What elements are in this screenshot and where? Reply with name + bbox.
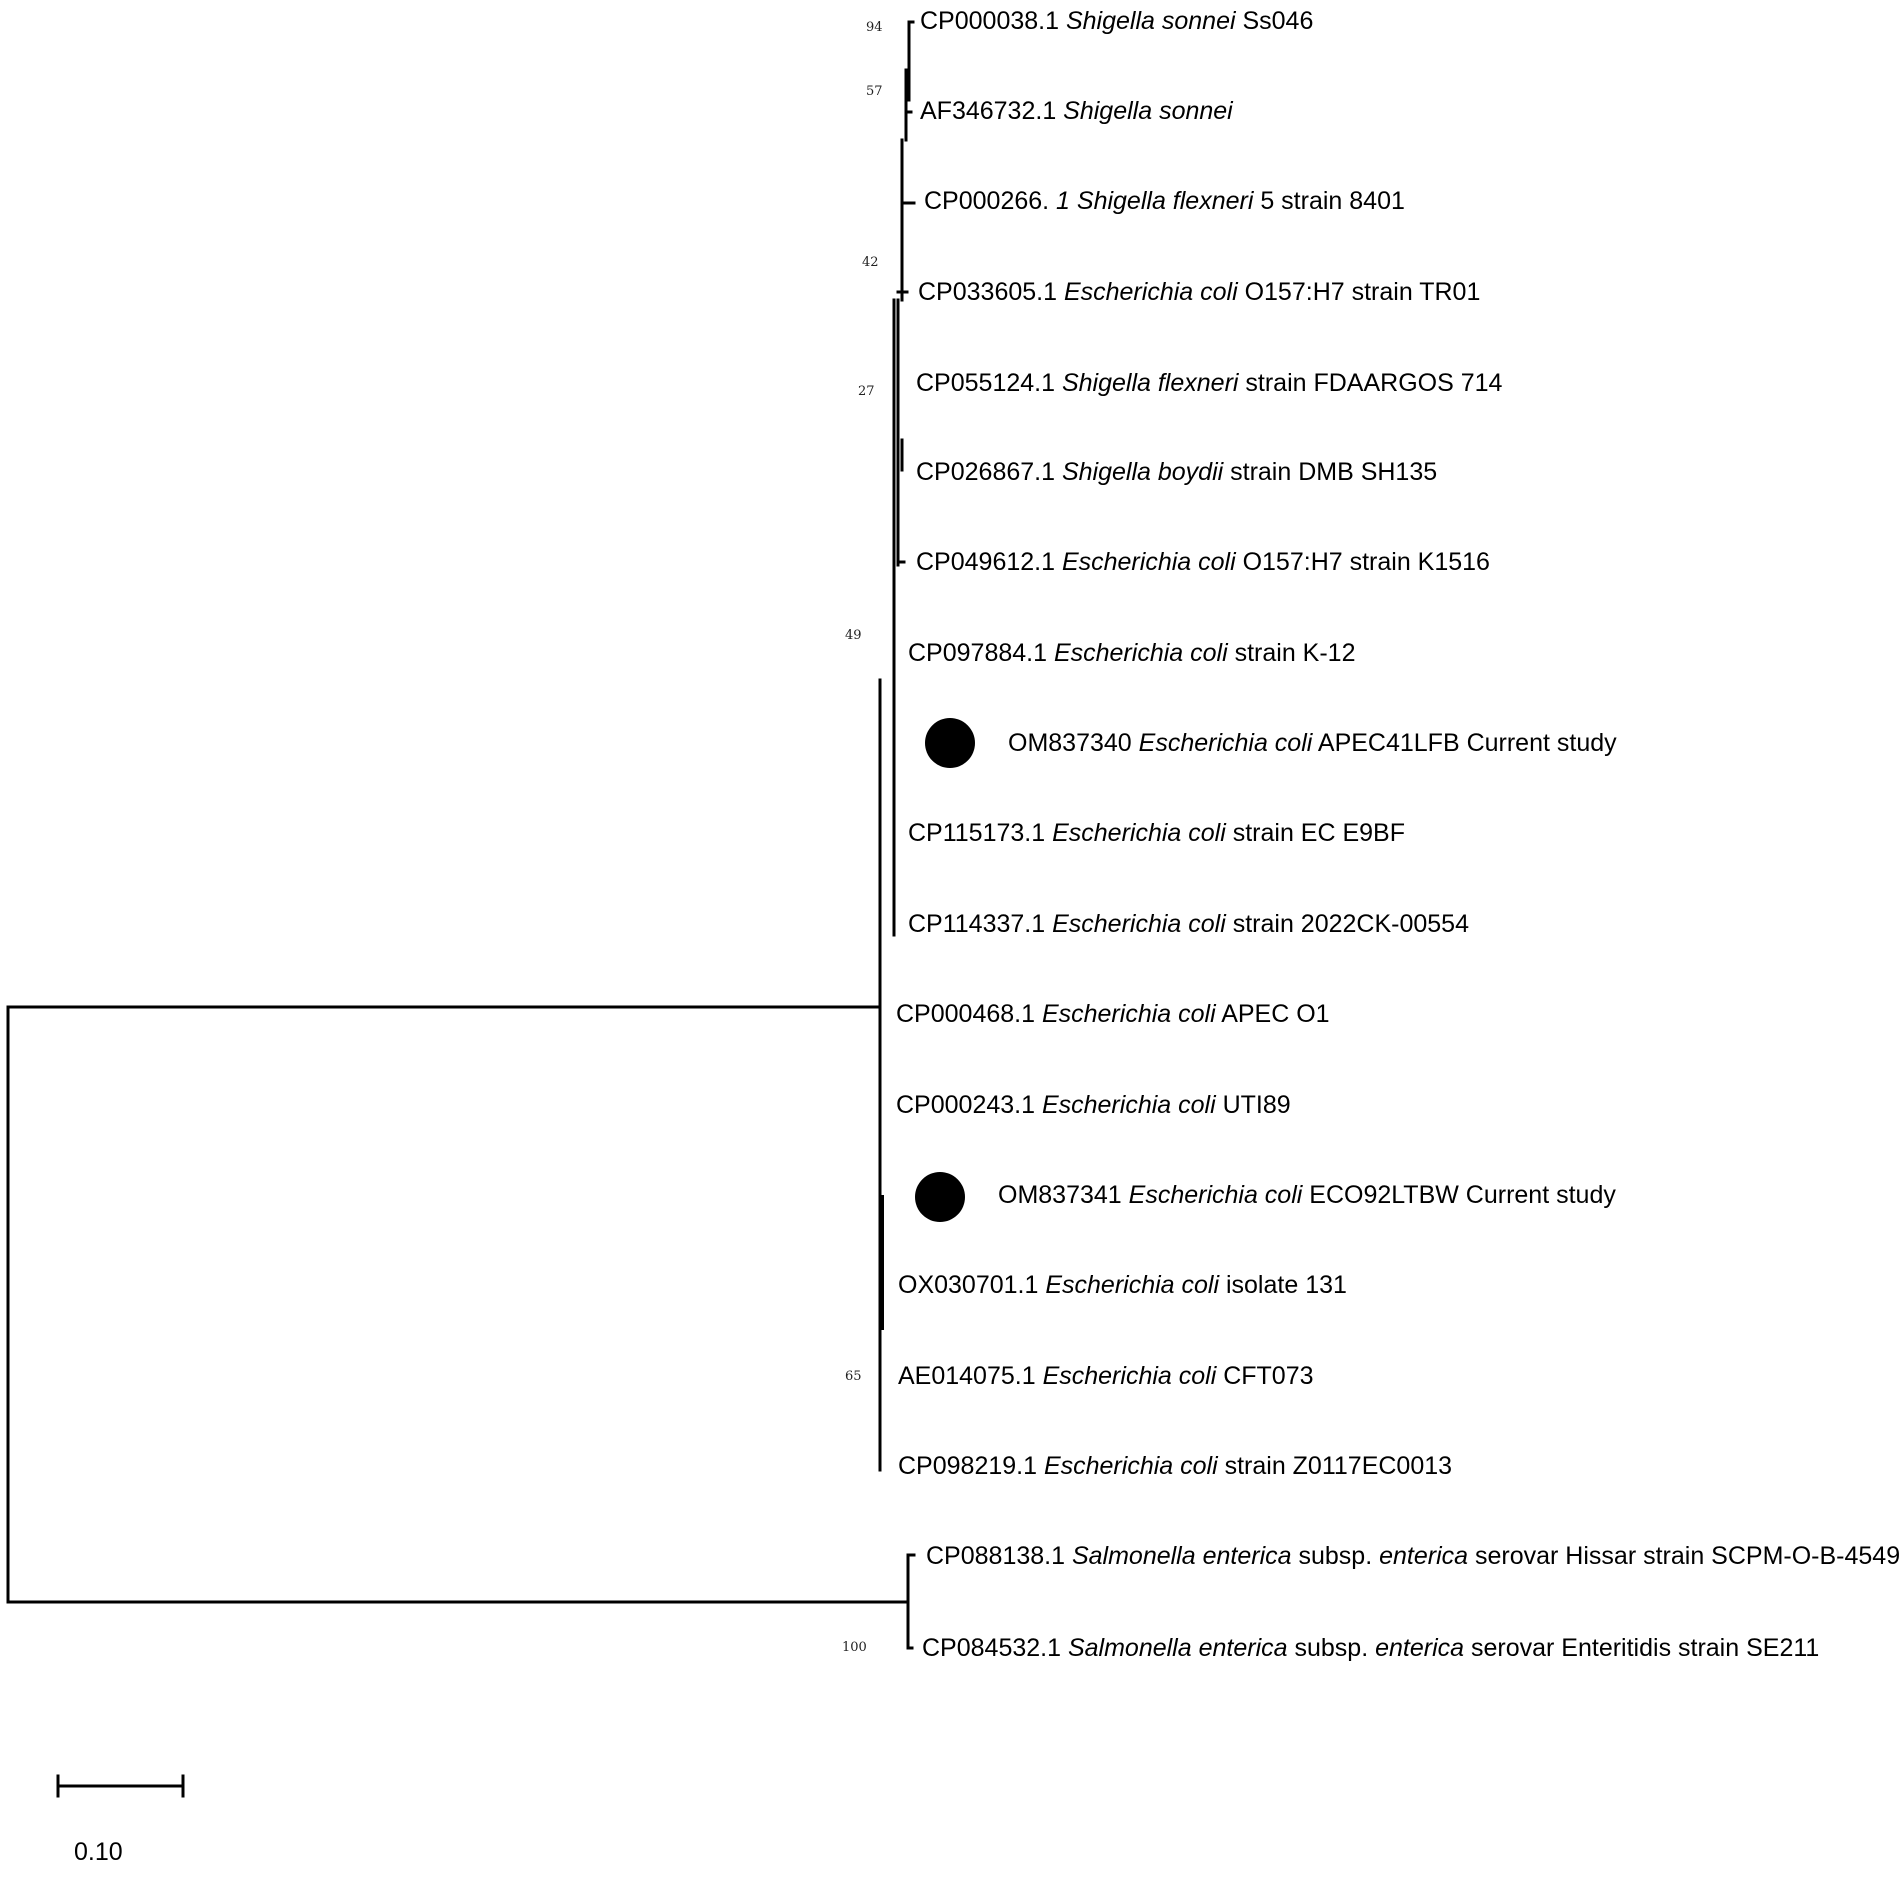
taxon-name-text: CFT073 <box>1216 1362 1314 1390</box>
taxon-name-text: 5 strain 8401 <box>1253 187 1405 215</box>
taxon-name-italic: Salmonella enterica <box>1071 1542 1292 1570</box>
accession-number: CP097884.1 <box>908 639 1054 667</box>
leaf-label <box>896 999 1330 1029</box>
taxon-name-italic: Shigella boydii <box>1061 458 1224 486</box>
leaf-label <box>922 1633 1819 1663</box>
accession-number: OM837340 <box>1008 729 1139 757</box>
bootstrap-value: 94 <box>866 20 883 35</box>
taxon-name-text: Ss046 <box>1235 7 1314 35</box>
taxon-name-italic: Escherichia coli <box>1045 1271 1220 1299</box>
taxon-name-text: strain EC E9BF <box>1225 819 1406 847</box>
taxon-name-text: ECO92LTBW Current study <box>1302 1181 1616 1209</box>
accession-number: CP033605.1 <box>918 278 1064 306</box>
leaf-label <box>916 368 1502 398</box>
taxon-name-italic: Escherichia coli <box>1128 1181 1303 1209</box>
taxon-name-text: serovar Hissar strain SCPM-O-B-4549 <box>1468 1542 1901 1570</box>
accession-number: CP000468.1 <box>896 1000 1042 1028</box>
leaf-label <box>924 186 1405 216</box>
bootstrap-value: 42 <box>862 255 879 270</box>
accession-number: CP084532.1 <box>922 1634 1068 1662</box>
taxon-name-text: strain FDAARGOS 714 <box>1238 369 1503 397</box>
taxon-name-text: APEC41LFB Current study <box>1312 729 1617 757</box>
taxon-name-italic: Escherichia coli <box>1138 729 1313 757</box>
leaf-label <box>908 909 1469 939</box>
taxon-name-italic: enterica <box>1375 1634 1465 1662</box>
taxon-name-italic: Shigella sonnei <box>1063 97 1233 125</box>
taxon-name-italic: Escherichia coli <box>1041 1091 1216 1119</box>
bootstrap-value: 57 <box>866 84 883 99</box>
taxon-name-italic: enterica <box>1379 1542 1469 1570</box>
taxon-name-italic: Shigella sonnei <box>1065 7 1236 35</box>
taxon-name-italic: Escherichia coli <box>1052 819 1226 847</box>
accession-number: CP026867.1 <box>916 458 1062 486</box>
leaf-label <box>916 457 1437 487</box>
accession-number: CP098219.1 <box>898 1452 1044 1480</box>
leaf-label <box>898 1361 1314 1391</box>
taxon-name-text: subsp. <box>1291 1542 1380 1570</box>
leaf-label <box>918 277 1480 307</box>
taxon-name-italic: Escherichia coli <box>1042 1362 1217 1390</box>
leaf-label <box>908 818 1405 848</box>
leaf-label <box>1008 728 1617 758</box>
scale-bar-label: 0.10 <box>74 1838 123 1866</box>
leaf-label <box>898 1270 1347 1300</box>
leaf-label <box>896 1090 1291 1120</box>
accession-number: OX030701.1 <box>898 1271 1046 1299</box>
bootstrap-value: 100 <box>842 1640 867 1655</box>
taxon-name-italic: Escherichia coli <box>1053 639 1228 667</box>
taxon-name-text: isolate 131 <box>1219 1271 1347 1299</box>
leaf-label <box>998 1180 1616 1210</box>
taxon-name-italic: Escherichia coli <box>1041 1000 1216 1028</box>
taxon-name-text: serovar Enteritidis strain SE211 <box>1464 1634 1820 1662</box>
leaf-label <box>920 6 1313 36</box>
taxon-name-italic: Escherichia coli <box>1052 910 1226 938</box>
leaf-label <box>926 1541 1900 1571</box>
taxon-name-italic: Escherichia coli <box>1063 278 1238 306</box>
taxon-name-italic: 1 Shigella flexneri <box>1056 187 1254 215</box>
taxon-name-italic: Escherichia coli <box>1061 548 1236 576</box>
accession-number: CP114337.1 <box>908 910 1053 938</box>
leaf-label <box>898 1451 1452 1481</box>
bootstrap-value: 49 <box>845 628 862 643</box>
accession-number: OM837341 <box>998 1181 1129 1209</box>
leaf-label <box>920 96 1233 126</box>
leaf-label <box>916 547 1490 577</box>
taxon-name-text: APEC O1 <box>1215 1000 1330 1028</box>
taxon-name-italic: Escherichia coli <box>1043 1452 1218 1480</box>
bootstrap-value: 65 <box>845 1369 862 1384</box>
accession-number: CP049612.1 <box>916 548 1062 576</box>
leaf-label <box>908 638 1355 668</box>
bootstrap-value: 27 <box>858 384 875 399</box>
taxon-name-text: O157:H7 strain K1516 <box>1235 548 1490 576</box>
accession-number: CP055124.1 <box>916 369 1062 397</box>
taxon-name-text: O157:H7 strain TR01 <box>1237 278 1481 306</box>
accession-number: AE014075.1 <box>898 1362 1043 1390</box>
taxon-name-italic: Salmonella enterica <box>1067 1634 1288 1662</box>
taxon-name-italic: Shigella flexneri <box>1061 369 1239 397</box>
accession-number: AF346732.1 <box>920 97 1064 125</box>
accession-number: CP088138.1 <box>926 1542 1072 1570</box>
accession-number: CP115173.1 <box>908 819 1053 847</box>
taxon-name-text: strain 2022CK-00554 <box>1225 910 1469 938</box>
accession-number: CP000266. <box>924 187 1057 215</box>
taxon-name-text: strain K-12 <box>1227 639 1356 667</box>
taxon-name-text: UTI89 <box>1215 1091 1291 1119</box>
accession-number: CP000038.1 <box>920 7 1066 35</box>
taxon-name-text: subsp. <box>1287 1634 1376 1662</box>
taxon-name-text: strain Z0117EC0013 <box>1217 1452 1453 1480</box>
accession-number: CP000243.1 <box>896 1091 1042 1119</box>
taxon-name-text: strain DMB SH135 <box>1223 458 1438 486</box>
current-study-marker <box>915 1172 965 1222</box>
current-study-marker <box>925 718 975 768</box>
